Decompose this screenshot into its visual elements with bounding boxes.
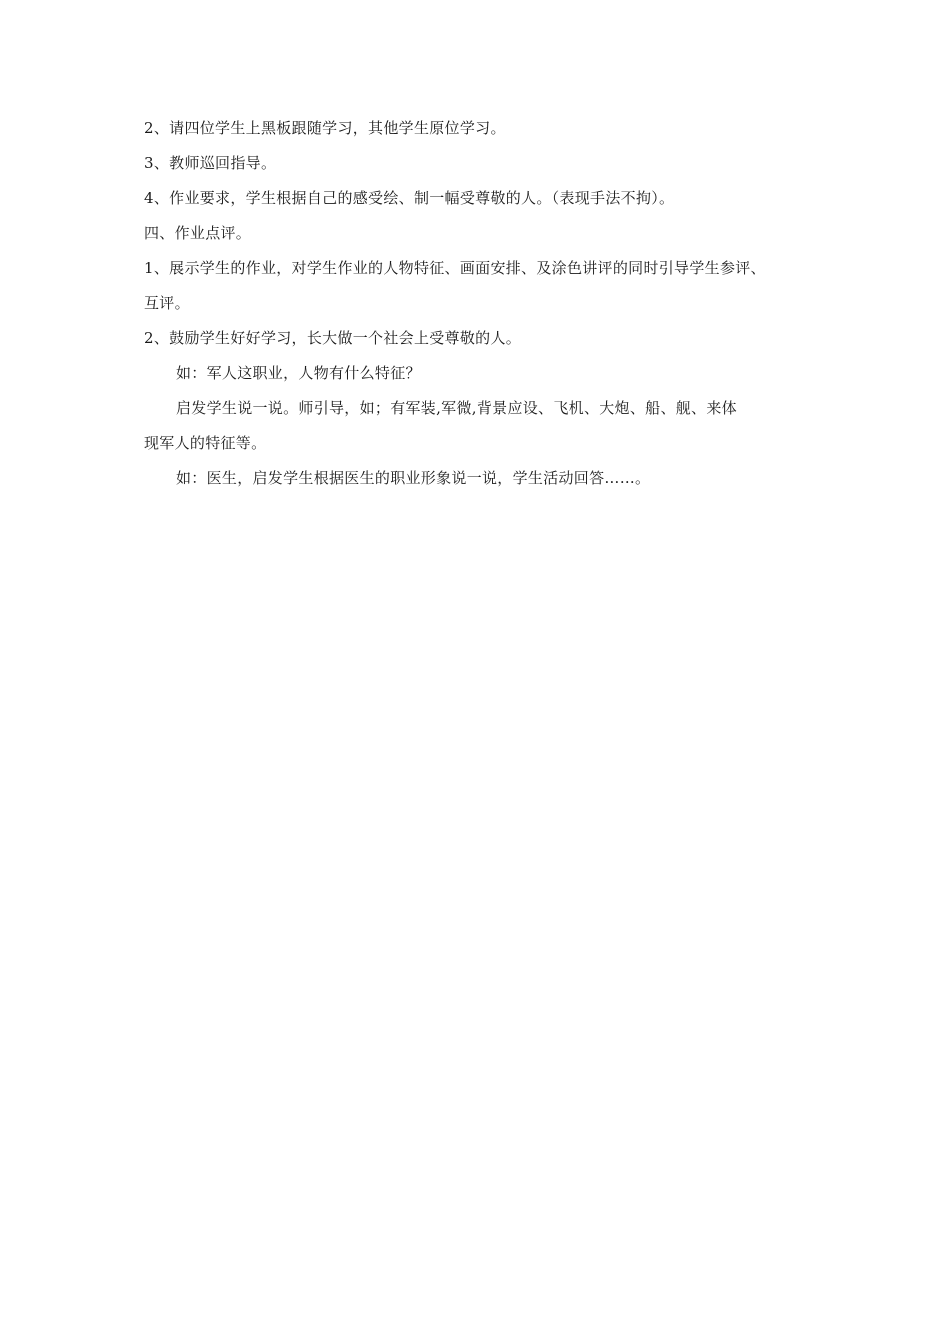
text-line: 3、教师巡回指导。 (144, 154, 277, 172)
text-line: 4、作业要求，学生根据自己的感受绘、制一幅受尊敬的人。（表现手法不拘）。 (144, 189, 675, 207)
text-line: 现军人的特征等。 (144, 434, 267, 452)
document-body (144, 116, 824, 501)
text-line: 2、鼓励学生好好学习，长大做一个社会上受尊敬的人。 (144, 329, 522, 347)
text-line: 启发学生说一说。师引导，如；有军装,军微,背景应设、飞机、大炮、船、舰、来体 (176, 399, 737, 417)
text-line: 1、展示学生的作业，对学生作业的人物特征、画面安排、及涂色讲评的同时引导学生参评、 (144, 259, 766, 277)
text-line: 互评。 (144, 294, 190, 312)
text-line: 如：军人这职业，人物有什么特征？ (176, 364, 421, 382)
section-heading: 四、作业点评。 (144, 224, 252, 242)
text-line: 2、请四位学生上黑板跟随学习，其他学生原位学习。 (144, 119, 506, 137)
text-line: 如：医生，启发学生根据医生的职业形象说一说，学生活动回答……。 (176, 469, 651, 487)
